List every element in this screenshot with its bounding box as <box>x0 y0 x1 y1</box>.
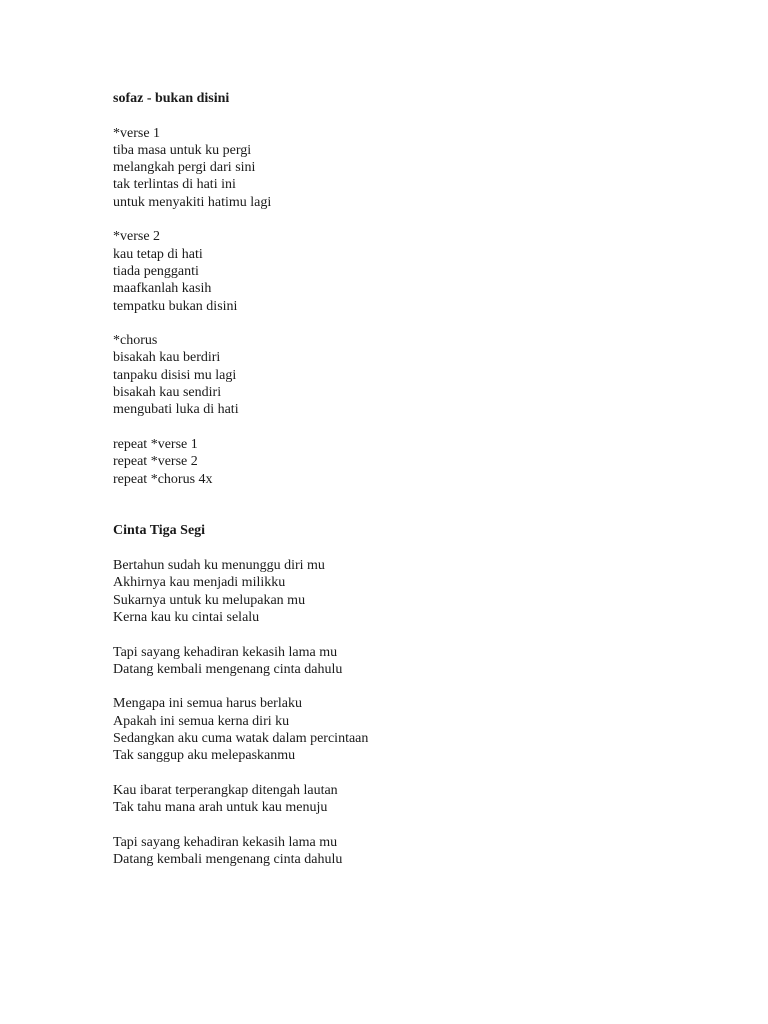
lyric-line: untuk menyakiti hatimu lagi <box>113 194 272 210</box>
lyric-line: Kerna kau ku cintai selalu <box>113 609 260 625</box>
stanza-5 <box>113 834 733 869</box>
stanza-repeat <box>113 436 733 488</box>
lyric-line: melangkah pergi dari sini <box>113 160 256 176</box>
lyric-line: Tak tahu mana arah untuk kau menuju <box>113 800 328 816</box>
lyric-line: tiba masa untuk ku pergi <box>113 142 252 158</box>
lyric-line: Datang kembali mengenang cinta dahulu <box>113 852 343 868</box>
stanza-1 <box>113 557 733 626</box>
stanza-4 <box>113 782 733 817</box>
stanza-3 <box>113 695 733 764</box>
lyric-line: kau tetap di hati <box>113 246 203 262</box>
lyric-line: Akhirnya kau menjadi milikku <box>113 575 286 591</box>
lyric-line: Mengapa ini semua harus berlaku <box>113 696 302 712</box>
lyric-line: bisakah kau sendiri <box>113 385 222 401</box>
lyric-line: Sukarnya untuk ku melupakan mu <box>113 592 306 608</box>
lyric-line: bisakah kau berdiri <box>113 350 221 366</box>
lyric-line: repeat *verse 2 <box>113 454 198 470</box>
lyric-line: repeat *chorus 4x <box>113 471 213 487</box>
lyric-line: tiada pengganti <box>113 263 199 279</box>
lyric-line: Datang kembali mengenang cinta dahulu <box>113 661 343 677</box>
lyric-line: Tak sanggup aku melepaskanmu <box>113 748 296 764</box>
stanza-2 <box>113 644 733 679</box>
lyric-line: Tapi sayang kehadiran kekasih lama mu <box>113 834 338 850</box>
lyric-line: mengubati luka di hati <box>113 402 239 418</box>
song-sofaz-bukan-disini <box>113 90 733 488</box>
lyric-line: repeat *verse 1 <box>113 436 198 452</box>
lyric-line: *verse 1 <box>113 125 161 141</box>
document-page <box>113 90 733 868</box>
lyric-line: *chorus <box>113 333 158 349</box>
lyric-line: tanpaku disisi mu lagi <box>113 367 237 383</box>
stanza-chorus <box>113 332 733 418</box>
lyric-line: Sedangkan aku cuma watak dalam percintaan <box>113 730 369 746</box>
song-cinta-tiga-segi <box>113 522 733 868</box>
lyric-line: Bertahun sudah ku menunggu diri mu <box>113 558 325 574</box>
lyric-line: tempatku bukan disini <box>113 298 238 314</box>
stanza-verse-2 <box>113 228 733 314</box>
lyric-line: *verse 2 <box>113 229 161 245</box>
lyric-line: maafkanlah kasih <box>113 281 212 297</box>
lyric-line: tak terlintas di hati ini <box>113 177 236 193</box>
lyric-line: Apakah ini semua kerna diri ku <box>113 713 290 729</box>
lyric-line: Kau ibarat terperangkap ditengah lautan <box>113 782 338 798</box>
stanza-verse-1 <box>113 125 733 211</box>
song-title: Cinta Tiga Segi <box>113 523 206 539</box>
lyric-line: Tapi sayang kehadiran kekasih lama mu <box>113 644 338 660</box>
song-title: sofaz - bukan disini <box>113 91 230 106</box>
